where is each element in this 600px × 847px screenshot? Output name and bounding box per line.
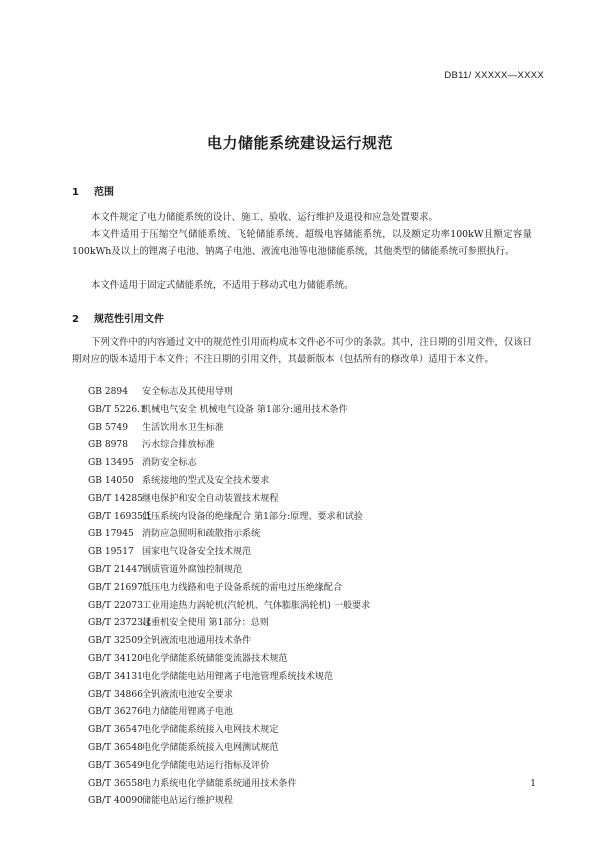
reference-item — [88, 633, 370, 651]
reference-title: 电化学储能电站用锂离子电池管理系统技术规范 — [142, 671, 333, 682]
reference-title: 低压电力线路和电子设备系统的雷电过压绝缘配合 — [142, 582, 343, 593]
reference-item — [88, 509, 370, 527]
reference-code: GB/T 21447 — [88, 564, 143, 575]
reference-code: GB 2894 — [88, 387, 128, 397]
reference-code: GB/T 40090 — [88, 796, 143, 807]
reference-code: GB/T 21697 — [88, 582, 143, 593]
scope-paragraph-2: 本文件适用于压缩空气储能系统、飞轮储能系统、超级电容储能系统，以及额定功率100kW且额定容量100kWh及以上的锂离子电池、钠离子电池、液流电池等电池储能系统，其他类型的储能系统可参照执行。 — [72, 229, 532, 257]
reference-item — [88, 420, 370, 438]
reference-code: GB/T 36548 — [88, 742, 143, 753]
reference-code: GB/T 23723.1 — [88, 618, 152, 629]
reference-code: GB 5749 — [88, 422, 128, 433]
reference-item — [88, 402, 370, 420]
reference-title: 起重机安全使用 第1部分：总则 — [142, 618, 269, 629]
reference-item — [88, 722, 370, 740]
reference-title: 全钒液流电池安全要求 — [142, 689, 233, 700]
reference-item — [88, 491, 370, 509]
reference-item — [88, 704, 370, 722]
reference-code: GB/T 34866 — [88, 689, 143, 700]
reference-title: 钢质管道外腐蚀控制规范 — [142, 564, 243, 575]
reference-item — [88, 526, 370, 544]
reference-title: 电力系统电化学储能系统通用技术条件 — [142, 778, 297, 789]
reference-title: 系统接地的型式及安全技术要求 — [142, 475, 270, 486]
reference-title: 国家电气设备安全技术规范 — [142, 547, 252, 558]
reference-title: 继电保护和安全自动装置技术规程 — [142, 493, 279, 504]
reference-item — [88, 384, 370, 402]
reference-item — [88, 580, 370, 598]
reference-code: GB/T 16935.1 — [88, 511, 152, 522]
reference-item — [88, 544, 370, 562]
reference-title: 工业用途热力涡轮机(汽轮机、气体膨胀涡轮机) 一般要求 — [142, 600, 371, 611]
reference-title: 电化学储能系统接入电网技术规定 — [142, 725, 279, 736]
reference-code: GB/T 14285 — [88, 493, 143, 504]
reference-item — [88, 598, 370, 616]
reference-code: GB 13495 — [88, 458, 134, 469]
reference-code: GB/T 36558 — [88, 778, 143, 789]
reference-title: 电化学储能系统储能变流器技术规范 — [142, 653, 288, 664]
section-number: 1 — [72, 187, 79, 198]
section-heading-scope — [72, 183, 114, 198]
references-intro-paragraph: 下列文件中的内容通过文中的规范性引用而构成本文件必不可少的条款。其中，注日期的引用文件，仅该日期对应的版本适用于本文件；不注日期的引用文件，其最新版本（包括所有的修改单）适用于本文件。 — [72, 337, 532, 365]
reference-code: GB 17945 — [88, 529, 134, 540]
reference-title: 储能电站运行维护规程 — [142, 796, 233, 807]
section-title: 规范性引用文件 — [94, 314, 164, 325]
reference-code: GB/T 36547 — [88, 725, 143, 736]
reference-code: GB/T 22073 — [88, 600, 143, 611]
reference-code: GB/T 32509 — [88, 636, 143, 647]
reference-item — [88, 758, 370, 776]
reference-code: GB/T 34120 — [88, 653, 143, 664]
reference-item — [88, 455, 370, 473]
reference-item — [88, 740, 370, 758]
reference-title: 全钒液流电池通用技术条件 — [142, 636, 252, 647]
reference-item — [88, 437, 370, 455]
reference-title: 消防安全标志 — [142, 458, 197, 469]
scope-paragraph-1: 本文件规定了电力储能系统的设计、施工、验收、运行维护及退役和应急处置要求。 — [91, 212, 438, 223]
reference-title: 机械电气安全 机械电气设备 第1部分:通用技术条件 — [142, 404, 348, 415]
scope-paragraph-3: 本文件适用于固定式储能系统，不适用于移动式电力储能系统。 — [91, 280, 354, 291]
reference-code: GB 14050 — [88, 475, 134, 486]
reference-item — [88, 651, 370, 669]
reference-title: 安全标志及其使用导则 — [142, 387, 233, 397]
reference-code: GB 19517 — [88, 547, 134, 558]
reference-title: 污水综合排放标准 — [142, 440, 215, 451]
page-number: 1 — [530, 779, 536, 789]
document-code: DB11/ XXXXX—XXXX — [444, 70, 544, 81]
reference-title: 生活饮用水卫生标准 — [142, 422, 224, 433]
section-title: 范围 — [94, 187, 114, 198]
reference-item — [88, 473, 370, 491]
reference-item — [88, 669, 370, 687]
reference-code: GB/T 36549 — [88, 760, 143, 771]
section-number: 2 — [72, 314, 79, 325]
reference-item — [88, 687, 370, 705]
reference-item — [88, 615, 370, 633]
reference-code: GB/T 5226.1 — [88, 404, 146, 415]
section-heading-normative-references — [72, 310, 164, 325]
reference-title: 电化学储能系统接入电网测试规范 — [142, 742, 279, 753]
reference-title: 电化学储能电站运行指标及评价 — [142, 760, 270, 771]
reference-item — [88, 562, 370, 580]
reference-code: GB/T 34131 — [88, 671, 143, 682]
reference-list — [88, 384, 370, 811]
reference-code: GB/T 36276 — [88, 707, 143, 718]
reference-title: 消防应急照明和疏散指示系统 — [142, 529, 261, 540]
reference-item — [88, 793, 370, 811]
document-title: 电力储能系统建设运行规范 — [206, 134, 393, 152]
reference-title: 低压系统内设备的绝缘配合 第1部分:原理、要求和试验 — [142, 511, 363, 522]
reference-code: GB 8978 — [88, 440, 128, 451]
reference-item — [88, 776, 370, 794]
reference-title: 电力储能用锂离子电池 — [142, 707, 233, 718]
